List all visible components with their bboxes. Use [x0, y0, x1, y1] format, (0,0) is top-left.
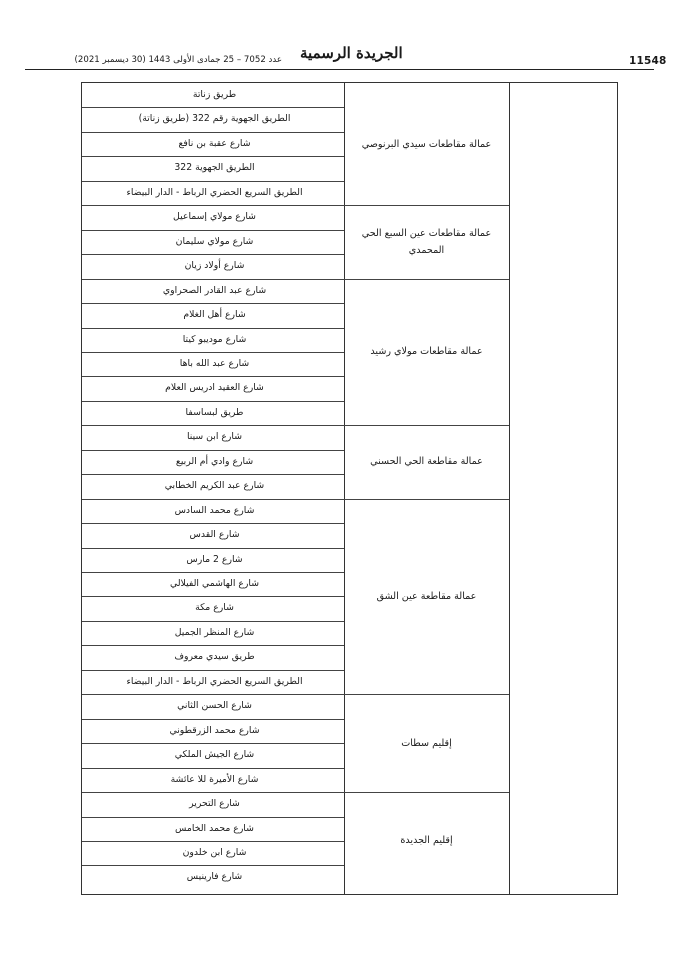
page-number: 11548 — [629, 55, 667, 67]
prefecture-name: عمالة مقاطعة الحي الحسني — [370, 456, 483, 468]
street-name: شارع العقيد ادريس العلام — [165, 382, 264, 394]
prefecture-name: عمالة مقاطعات مولاي رشيد — [370, 346, 483, 358]
gazette-title: الجريدة الرسمية — [300, 44, 403, 62]
street-name: شارع أهل الغلام — [183, 309, 246, 321]
prefecture-name: عمالة مقاطعة عين الشق — [376, 590, 477, 602]
street-name: شارع ابن سينا — [186, 431, 243, 443]
column-divider — [509, 83, 510, 894]
prefecture-name: عمالة مقاطعات سيدي البرنوصي — [361, 138, 492, 150]
street-name: شارع التحرير — [189, 798, 240, 810]
street-name: شارع الحسن الثاني — [177, 700, 252, 712]
street-name: شارع عبد القادر الصحراوي — [162, 284, 267, 296]
street-name: شارع الأميرة للا عائشة — [170, 773, 259, 785]
street-name: شارع عبد الكريم الخطابي — [164, 480, 265, 492]
street-name: شارع ابن خلدون — [182, 846, 247, 858]
street-name: شارع المنظر الجميل — [174, 626, 255, 638]
street-name: شارع عقبة بن نافع — [178, 137, 251, 149]
street-name: شارع مولاي سليمان — [175, 235, 254, 247]
street-name: الطريق السريع الحضري الرباط - الدار البيضاء — [126, 675, 303, 687]
street-name: شارع محمد الخامس — [175, 822, 254, 834]
street-name: طريق سيدي معروف — [174, 651, 255, 663]
prefecture-name: إقليم سطات — [401, 737, 452, 749]
street-name: شارع القدس — [189, 529, 240, 541]
header-rule — [25, 69, 654, 70]
street-name: شارع مولاي إسماعيل — [173, 211, 256, 223]
street-name: شارع 2 مارس — [186, 553, 243, 565]
street-name: طريق لبساسفا — [185, 406, 244, 418]
street-name: طريق زناتة — [192, 89, 237, 100]
street-name: شارع محمد الزرقطوني — [169, 724, 260, 736]
prefecture-name: عمالة مقاطعات عين السبع الحي المحمدي — [361, 227, 492, 256]
street-name: شارع الهاشمي الفيلالي — [169, 578, 260, 589]
street-name: شارع أولاد زيان — [184, 260, 245, 272]
street-name: شارع موديبو كيتا — [182, 333, 247, 345]
street-name: شارع محمد السادس — [174, 504, 255, 516]
street-name: شارع مكة — [195, 602, 234, 614]
street-name: الطريق السريع الحضري الرباط - الدار البيضاء — [126, 186, 303, 198]
street-name: الطريق الجهوية 322 — [174, 162, 255, 174]
street-name: الطريق الجهوية رقم 322 (طريق زناتة) — [138, 113, 291, 125]
prefecture-name: إقليم الجديدة — [400, 835, 453, 847]
issue-info: عدد 7052 – 25 جمادى الأولى 1443 (30 ديسمبر 2021) — [74, 55, 282, 65]
street-name: شارع الجيش الملكي — [174, 749, 255, 761]
street-name: شارع وادي أم الربيع — [175, 455, 254, 467]
street-name: شارع فارينيس — [186, 871, 243, 883]
road-table — [81, 82, 618, 895]
street-name: شارع عبد الله باها — [179, 357, 250, 369]
